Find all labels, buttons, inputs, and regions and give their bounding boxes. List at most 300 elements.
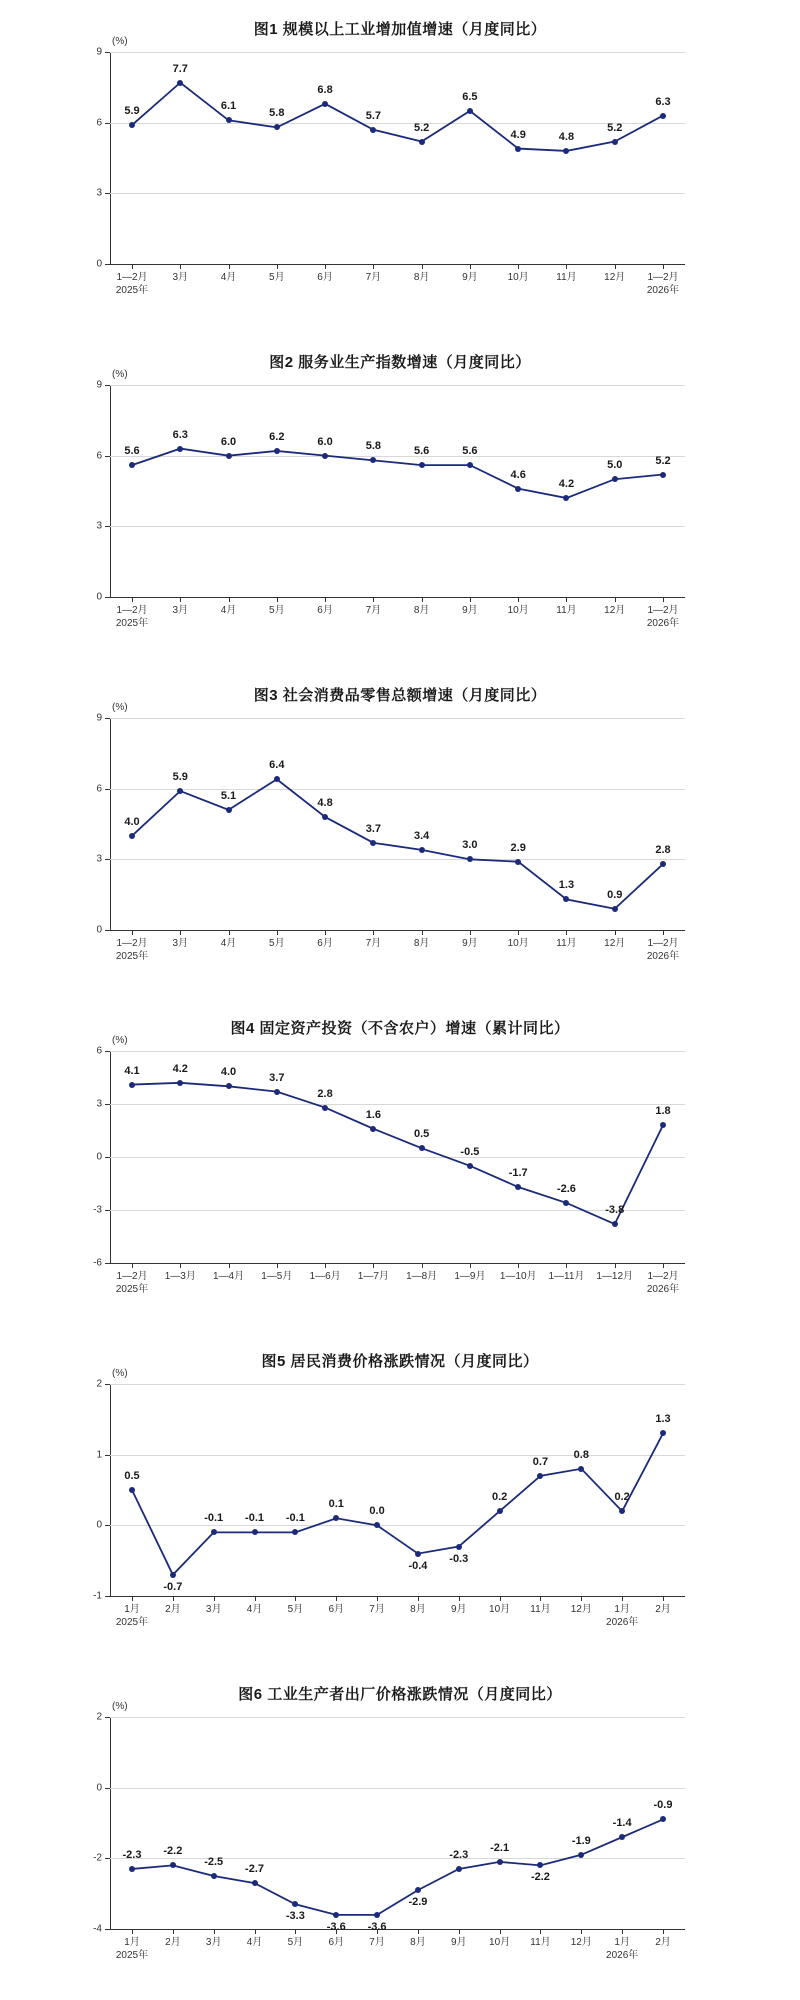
y-tick-label: 6 [96, 783, 102, 795]
x-tick-label: 1—6月 [309, 1271, 341, 1282]
data-point [292, 1901, 298, 1907]
data-label: -0.7 [163, 1580, 183, 1593]
x-tick [518, 264, 519, 269]
data-label: -2.3 [449, 1848, 469, 1861]
data-label: -2.1 [490, 1841, 510, 1854]
data-label: 4.0 [124, 815, 140, 828]
x-tick [500, 1596, 501, 1601]
y-tick-label: 6 [96, 450, 102, 462]
data-label: 0.7 [532, 1455, 549, 1468]
data-point [252, 1529, 258, 1535]
data-label: -1.9 [571, 1834, 591, 1847]
x-tick [180, 1263, 181, 1268]
data-label: -3.3 [285, 1910, 305, 1923]
y-tick-label: 0 [96, 591, 102, 603]
data-label: 6.5 [462, 90, 478, 103]
x-tick [518, 597, 519, 602]
data-label: 1.6 [365, 1108, 382, 1121]
chart-block [0, 666, 800, 999]
x-tick [325, 1263, 326, 1268]
data-label: -0.3 [449, 1552, 469, 1565]
y-tick-label: 0 [96, 1151, 102, 1163]
data-label: 5.9 [172, 771, 188, 784]
x-tick-label: 9月 [462, 605, 478, 616]
data-point [419, 847, 425, 853]
data-label: 5.6 [462, 445, 478, 458]
data-label: -0.4 [408, 1559, 428, 1572]
x-tick-label: 8月 [413, 272, 430, 283]
x-tick-label: 1月 2026年 [606, 1937, 639, 1961]
data-point [370, 840, 376, 846]
data-point [177, 788, 183, 794]
x-tick-label: 6月 [328, 1604, 344, 1615]
chart-block [0, 1665, 800, 1998]
y-tick-label: -1 [93, 1590, 102, 1602]
plot-area [93, 1378, 685, 1628]
series-line [110, 1384, 685, 1596]
x-tick [566, 264, 567, 269]
x-tick [180, 597, 181, 602]
x-tick [277, 1263, 278, 1268]
data-point [612, 906, 618, 912]
y-tick-label: 2 [96, 1378, 102, 1390]
x-tick [615, 597, 616, 602]
data-label: 7.7 [172, 62, 188, 75]
x-tick [255, 1596, 256, 1601]
x-tick [470, 264, 471, 269]
y-tick-label: 6 [96, 117, 102, 129]
data-label: 6.2 [269, 430, 285, 443]
x-tick-label: 1—2月 2026年 [646, 938, 680, 962]
x-tick-label: 2月 [655, 1937, 671, 1948]
data-label: 3.0 [462, 839, 478, 852]
x-tick-label: 1—2月 2025年 [115, 938, 149, 962]
x-tick-label: 10月 [507, 938, 529, 949]
data-point [170, 1572, 176, 1578]
data-label: 5.8 [365, 440, 382, 453]
plot-area [93, 1045, 685, 1295]
x-tick-label: 1—2月 2025年 [115, 272, 149, 296]
x-tick-label: 2月 [165, 1604, 181, 1615]
x-tick-label: 7月 [365, 605, 382, 616]
data-label: 2.9 [510, 841, 526, 854]
data-point [612, 1221, 618, 1227]
x-tick-label: 1—2月 2025年 [115, 1271, 149, 1295]
x-tick [325, 930, 326, 935]
data-label: 6.8 [317, 83, 333, 96]
x-tick-label: 1月 2025年 [115, 1937, 149, 1961]
x-tick-label: 7月 [365, 272, 382, 283]
y-tick-label: 9 [96, 46, 102, 58]
data-point [177, 1080, 183, 1086]
x-tick-label: 9月 [450, 1937, 467, 1948]
x-tick-label: 10月 [507, 605, 529, 616]
x-tick-label: 9月 [462, 938, 478, 949]
y-tick-label: -6 [93, 1257, 102, 1269]
y-tick-label: 3 [96, 853, 102, 865]
data-label: -1.4 [612, 1817, 632, 1830]
series-line [110, 52, 685, 264]
x-tick-label: 6月 [317, 938, 333, 949]
data-point [322, 1105, 328, 1111]
data-point [322, 101, 328, 107]
data-label: -3.6 [367, 1920, 387, 1933]
data-label: 1.3 [558, 879, 575, 892]
data-point [333, 1912, 339, 1918]
x-tick [470, 1263, 471, 1268]
x-tick-label: 3月 [205, 1937, 222, 1948]
x-tick [540, 1929, 541, 1934]
x-tick [566, 930, 567, 935]
x-tick-label: 1—11月 [548, 1271, 585, 1282]
data-point [563, 148, 569, 154]
plot-area [93, 1711, 685, 1961]
x-tick-label: 11月 [530, 1937, 551, 1948]
x-tick-label: 8月 [413, 938, 430, 949]
data-point [226, 117, 232, 123]
x-tick [132, 930, 133, 935]
x-tick-label: 4月 [246, 1937, 263, 1948]
data-label: 4.8 [317, 796, 333, 809]
data-point [177, 80, 183, 86]
x-tick-label: 5月 [269, 938, 285, 949]
data-label: 0.2 [614, 1491, 630, 1504]
data-point [177, 446, 183, 452]
x-tick-label: 1—8月 [406, 1271, 438, 1282]
data-label: -3.8 [605, 1204, 625, 1217]
x-tick-label: 12月 [570, 1604, 592, 1615]
x-tick-label: 12月 [604, 938, 626, 949]
x-tick [615, 1263, 616, 1268]
x-tick [373, 264, 374, 269]
data-point [211, 1529, 217, 1535]
x-tick [581, 1929, 582, 1934]
x-tick-label: 11月 [556, 605, 577, 616]
x-tick [566, 597, 567, 602]
y-tick-label: 6 [96, 1045, 102, 1057]
x-tick-label: 8月 [410, 1604, 426, 1615]
data-label: 6.4 [269, 759, 285, 772]
data-label: 5.8 [269, 107, 285, 120]
data-label: 0.8 [573, 1448, 589, 1461]
y-tick-label: 0 [96, 258, 102, 270]
data-point [563, 1200, 569, 1206]
x-tick [132, 1263, 133, 1268]
data-label: 1.3 [655, 1413, 671, 1426]
x-tick [325, 597, 326, 602]
data-point [374, 1912, 380, 1918]
x-tick-label: 12月 [604, 272, 626, 283]
data-point [578, 1466, 584, 1472]
x-tick-label: 9月 [462, 272, 478, 283]
y-tick-label: 9 [96, 379, 102, 391]
x-tick [581, 1596, 582, 1601]
data-point [563, 896, 569, 902]
data-point [129, 833, 135, 839]
y-tick-label: -2 [93, 1852, 102, 1864]
data-point [456, 1544, 462, 1550]
x-tick [277, 930, 278, 935]
data-point [497, 1508, 503, 1514]
y-tick-label: -4 [93, 1923, 102, 1935]
data-label: 5.2 [655, 454, 671, 467]
data-label: -2.2 [163, 1845, 183, 1858]
data-label: 4.2 [172, 1062, 188, 1075]
data-point [515, 859, 521, 865]
x-axis [110, 1596, 685, 1597]
x-tick-label: 1—2月 2025年 [115, 605, 149, 629]
data-label: 2.8 [317, 1087, 333, 1100]
data-label: 6.3 [172, 428, 188, 441]
data-point [322, 453, 328, 459]
x-tick-label: 5月 [269, 605, 285, 616]
data-label: 5.6 [124, 445, 140, 458]
data-point [415, 1551, 421, 1557]
x-tick [470, 930, 471, 935]
data-point [226, 1083, 232, 1089]
data-point [456, 1866, 462, 1872]
data-label: 4.2 [558, 478, 575, 491]
x-tick-label: 2月 [165, 1937, 181, 1948]
data-point [226, 807, 232, 813]
data-label: 4.9 [510, 128, 526, 141]
x-tick [173, 1929, 174, 1934]
data-point [612, 476, 618, 482]
x-tick-label: 12月 [570, 1937, 592, 1948]
x-tick-label: 9月 [450, 1604, 467, 1615]
data-point [333, 1515, 339, 1521]
x-tick-label: 6月 [328, 1937, 344, 1948]
y-tick-label: 3 [96, 1098, 102, 1110]
y-tick-label: 2 [96, 1711, 102, 1723]
chart-title: 图3 社会消费品零售总额增速（月度同比） [253, 687, 547, 704]
x-axis [110, 1929, 685, 1930]
x-tick [229, 597, 230, 602]
x-tick [373, 1263, 374, 1268]
data-point [419, 1145, 425, 1151]
data-label: -0.9 [653, 1799, 673, 1812]
data-label: -2.7 [245, 1863, 265, 1876]
x-tick [377, 1596, 378, 1601]
data-label: 5.7 [365, 109, 382, 122]
data-point [619, 1508, 625, 1514]
x-tick [336, 1596, 337, 1601]
data-label: 6.0 [220, 435, 237, 448]
y-tick-label: 1 [96, 1449, 102, 1461]
x-tick [325, 264, 326, 269]
data-point [419, 462, 425, 468]
data-label: 6.3 [655, 95, 671, 108]
x-tick-label: 1—2月 2026年 [646, 605, 680, 629]
data-point [274, 124, 280, 130]
x-tick [422, 1263, 423, 1268]
x-tick-label: 1月 2025年 [115, 1604, 149, 1628]
data-point [578, 1852, 584, 1858]
y-axis-unit: (%) [112, 1701, 128, 1712]
x-tick [663, 597, 664, 602]
y-axis-unit: (%) [112, 702, 128, 713]
data-label: 0.0 [369, 1505, 385, 1518]
data-label: 5.9 [124, 105, 140, 118]
data-point [660, 861, 666, 867]
x-tick [663, 1929, 664, 1934]
x-tick-label: 1—9月 [454, 1271, 486, 1282]
x-tick [518, 1263, 519, 1268]
chart-block [0, 333, 800, 666]
x-tick-label: 7月 [369, 1937, 385, 1948]
x-tick [622, 1596, 623, 1601]
data-label: 0.9 [607, 888, 623, 901]
data-point [211, 1873, 217, 1879]
data-label: 3.7 [365, 822, 382, 835]
x-tick [615, 264, 616, 269]
data-point [129, 1866, 135, 1872]
x-tick-label: 3月 [172, 272, 189, 283]
data-label: 5.2 [413, 121, 430, 134]
data-point [467, 1163, 473, 1169]
series-line [110, 385, 685, 597]
x-tick [418, 1929, 419, 1934]
data-label: 4.6 [510, 468, 526, 481]
data-label: 1.8 [655, 1105, 671, 1118]
x-tick [295, 1596, 296, 1601]
x-tick [173, 1596, 174, 1601]
data-point [660, 1122, 666, 1128]
x-tick-label: 3月 [172, 605, 189, 616]
data-point [515, 486, 521, 492]
x-tick-label: 4月 [246, 1604, 263, 1615]
x-tick-label: 7月 [365, 938, 382, 949]
data-point [129, 122, 135, 128]
data-point [370, 457, 376, 463]
x-tick-label: 10月 [507, 272, 529, 283]
x-tick-label: 5月 [287, 1604, 304, 1615]
data-point [660, 113, 666, 119]
x-tick-label: 5月 [269, 272, 285, 283]
data-label: 0.5 [413, 1128, 430, 1141]
y-tick-label: 0 [96, 924, 102, 936]
y-tick-label: 0 [96, 1519, 102, 1531]
data-point [660, 1816, 666, 1822]
data-label: -0.5 [460, 1145, 480, 1158]
data-point [370, 1126, 376, 1132]
data-point [467, 462, 473, 468]
x-tick-label: 1—2月 2026年 [646, 1271, 680, 1295]
x-tick-label: 1—7月 [357, 1271, 389, 1282]
x-axis [110, 597, 685, 598]
chart-title: 图6 工业生产者出厂价格涨跌情况（月度同比） [238, 1686, 562, 1703]
x-tick [622, 1929, 623, 1934]
x-tick [255, 1929, 256, 1934]
data-point [660, 472, 666, 478]
x-tick-label: 1—5月 [261, 1271, 293, 1282]
plot-area [96, 379, 685, 629]
y-axis-unit: (%) [112, 369, 128, 380]
data-label: 6.0 [317, 435, 333, 448]
data-point [515, 1184, 521, 1190]
chart-title: 图5 居民消费价格涨跌情况（月度同比） [261, 1353, 539, 1370]
y-axis-unit: (%) [112, 1368, 128, 1379]
x-tick [277, 597, 278, 602]
data-point [515, 146, 521, 152]
y-tick-label: 3 [96, 187, 102, 199]
data-label: 3.7 [269, 1071, 285, 1084]
x-tick-label: 8月 [410, 1937, 426, 1948]
data-label: -0.1 [285, 1512, 305, 1525]
x-tick [615, 930, 616, 935]
x-tick [229, 930, 230, 935]
data-label: 6.1 [220, 100, 237, 113]
x-tick-label: 1—12月 [596, 1271, 634, 1282]
x-tick [459, 1929, 460, 1934]
y-axis-unit: (%) [112, 36, 128, 47]
x-tick-label: 1—4月 [212, 1271, 245, 1282]
plot-area [96, 712, 685, 962]
x-tick [132, 1929, 133, 1934]
data-label: 4.8 [558, 130, 575, 143]
data-point [415, 1887, 421, 1893]
data-point [170, 1862, 176, 1868]
x-tick [373, 597, 374, 602]
x-tick [663, 264, 664, 269]
data-point [274, 448, 280, 454]
x-tick-label: 7月 [369, 1604, 385, 1615]
x-tick-label: 4月 [220, 605, 237, 616]
data-point [467, 108, 473, 114]
x-tick-label: 8月 [413, 605, 430, 616]
data-label: 0.5 [124, 1470, 140, 1482]
x-tick [422, 264, 423, 269]
x-tick [229, 264, 230, 269]
chart-block [0, 999, 800, 1332]
data-point [660, 1430, 666, 1436]
x-tick [132, 1596, 133, 1601]
x-tick-label: 3月 [172, 938, 189, 949]
x-tick-label: 1—2月 2026年 [646, 272, 680, 296]
x-tick-label: 1—10月 [499, 1271, 537, 1282]
data-point [292, 1529, 298, 1535]
data-point [537, 1473, 543, 1479]
x-tick [132, 264, 133, 269]
x-axis [110, 930, 685, 931]
data-label: 5.1 [220, 789, 237, 802]
x-tick [663, 930, 664, 935]
x-tick [132, 597, 133, 602]
data-label: -2.6 [556, 1182, 576, 1195]
data-label: 4.0 [220, 1066, 237, 1079]
x-tick-label: 3月 [205, 1604, 222, 1615]
data-label: -0.1 [245, 1512, 265, 1525]
x-tick [566, 1263, 567, 1268]
x-tick-label: 4月 [220, 272, 237, 283]
data-point [467, 856, 473, 862]
data-point [497, 1859, 503, 1865]
chart-title: 图2 服务业生产指数增速（月度同比） [269, 354, 531, 371]
x-tick-label: 11月 [556, 938, 577, 949]
data-label: 5.6 [413, 445, 430, 458]
data-label: 5.2 [607, 121, 623, 134]
x-tick-label: 10月 [489, 1937, 511, 1948]
plot-area [96, 46, 685, 296]
x-tick [295, 1929, 296, 1934]
y-tick-label: 3 [96, 520, 102, 532]
series-line [110, 1717, 685, 1929]
x-tick [518, 930, 519, 935]
data-label: 4.1 [124, 1064, 140, 1077]
x-tick [214, 1929, 215, 1934]
data-label: -2.2 [530, 1871, 550, 1884]
data-point [619, 1834, 625, 1840]
